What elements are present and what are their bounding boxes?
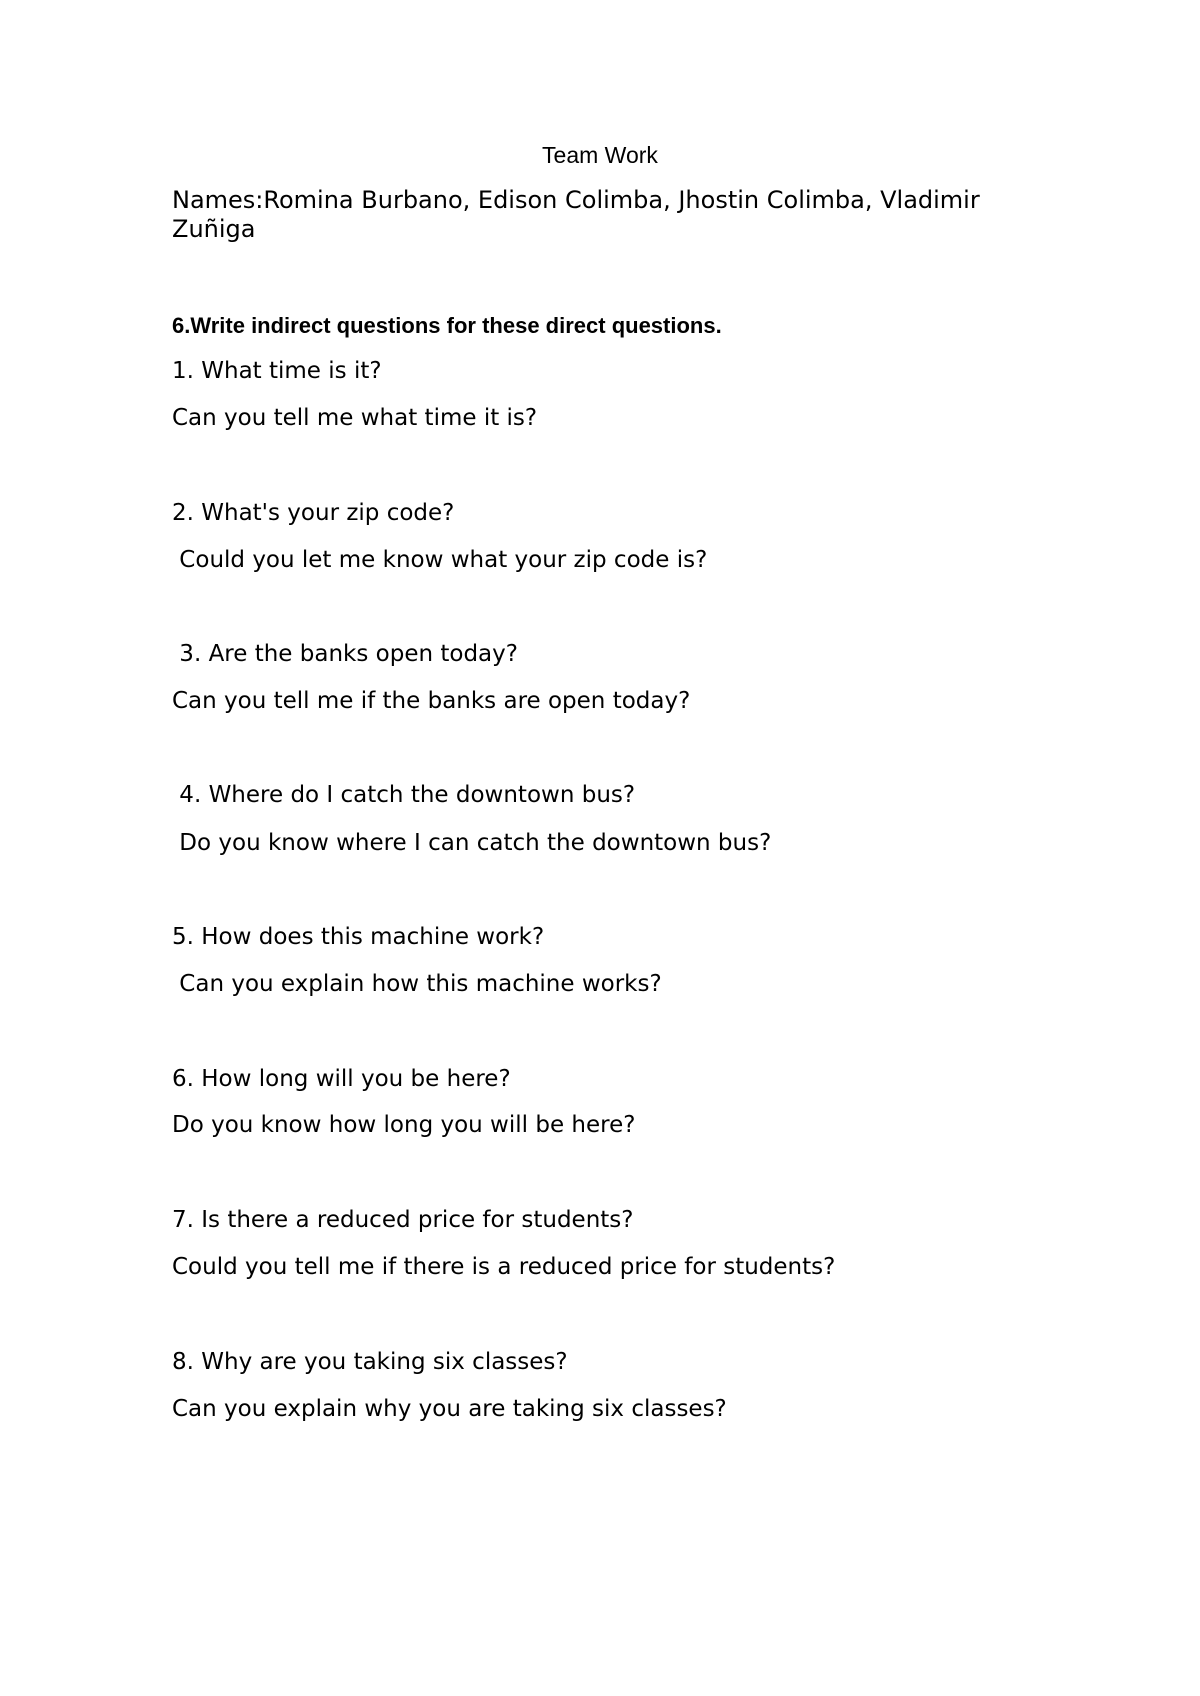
answer-2: Could you let me know what your zip code is? bbox=[172, 547, 708, 573]
answer-3: Can you tell me if the banks are open today? bbox=[172, 688, 691, 714]
question-2: 2. What's your zip code? bbox=[172, 500, 455, 526]
exercise-instruction: 6.Write indirect questions for these direct questions. bbox=[172, 313, 722, 338]
document-title: Team Work bbox=[542, 142, 658, 168]
question-6: 6. How long will you be here? bbox=[172, 1066, 511, 1092]
answer-6: Do you know how long you will be here? bbox=[172, 1112, 636, 1138]
question-8: 8. Why are you taking six classes? bbox=[172, 1349, 568, 1375]
answer-5: Can you explain how this machine works? bbox=[172, 971, 662, 997]
question-1: 1. What time is it? bbox=[172, 358, 382, 384]
answer-7: Could you tell me if there is a reduced price for students? bbox=[172, 1254, 836, 1280]
question-5: 5. How does this machine work? bbox=[172, 924, 545, 950]
team-names: Names:Romina Burbano, Edison Colimba, Jhostin Colimba, Vladimir Zuñiga bbox=[172, 186, 980, 243]
answer-1: Can you tell me what time it is? bbox=[172, 405, 538, 431]
question-4: 4. Where do I catch the downtown bus? bbox=[172, 782, 636, 808]
answer-4: Do you know where I can catch the downtown bus? bbox=[172, 830, 772, 856]
answer-8: Can you explain why you are taking six classes? bbox=[172, 1396, 727, 1422]
question-7: 7. Is there a reduced price for students? bbox=[172, 1207, 634, 1233]
question-3: 3. Are the banks open today? bbox=[172, 641, 518, 667]
